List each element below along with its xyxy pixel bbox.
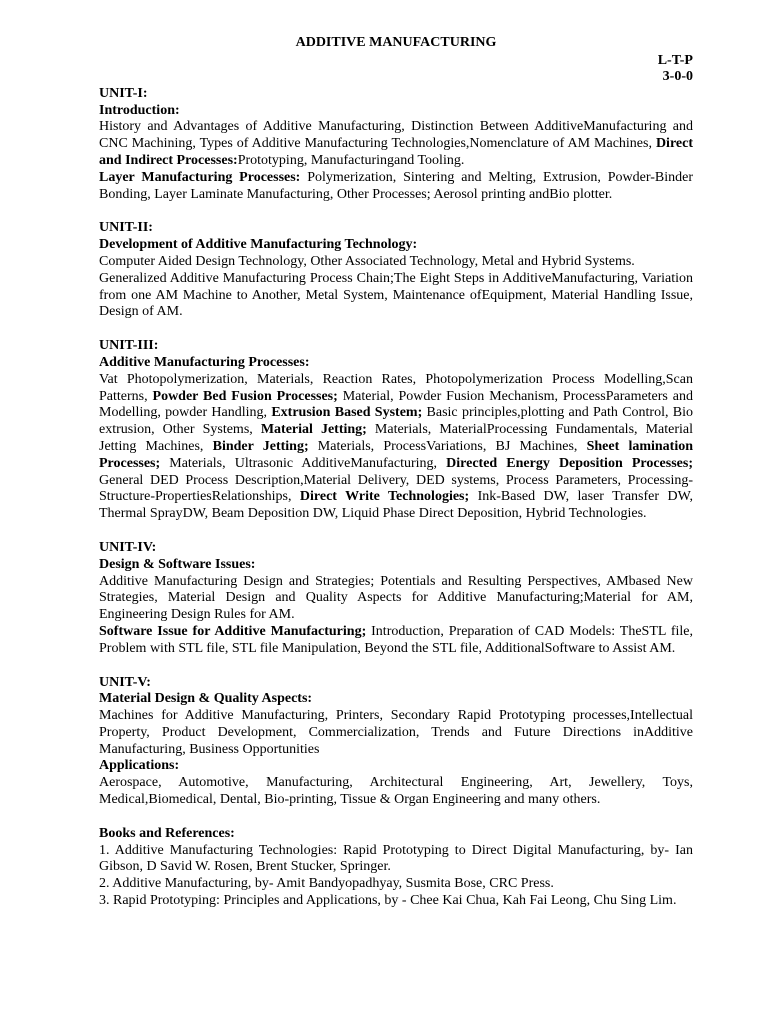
reference-item: 1. Additive Manufacturing Technologies: Rapid Prototyping to Direct Digital Manufacturing, by- Ian Gibson, D Savid W. Rosen, Brent Stucker, Springer.	[99, 842, 693, 875]
syllabus-page	[99, 35, 693, 910]
bold-topic-text: Extrusion Based System;	[271, 405, 423, 421]
topic-text: Aerospace, Automotive, Manufacturing, Architectural Engineering, Art, Jewellery, Toys, Medical,Biomedical, Dental, Bio-printing, Tissue & Organ Engineering and many others.	[99, 775, 693, 808]
topic-heading: Additive Manufacturing Processes:	[99, 354, 310, 370]
topic-heading: Development of Additive Manufacturing Technology:	[99, 237, 418, 253]
unit-section	[99, 86, 693, 204]
topic-heading: Design & Software Issues:	[99, 556, 256, 572]
topic-text: Machines for Additive Manufacturing, Printers, Secondary Rapid Prototyping processes,Intellectual Property, Product Development, Commercialization, Trends and Future Directions inAdditive Manufacturing, Business Opportunities	[99, 708, 693, 757]
topic-text: Introduction, Preparation of CAD Models: TheSTL file, Problem with STL file, STL file Manipulation, Beyond the STL file, AdditionalSoftware to Assist AM.	[99, 623, 693, 656]
bold-topic-text: Direct and Indirect Processes:	[99, 136, 693, 168]
unit-section	[99, 220, 693, 321]
page-title: ADDITIVE MANUFACTURING	[295, 35, 497, 50]
topic-paragraph	[99, 775, 693, 809]
topic-paragraph	[99, 254, 693, 271]
topic-text: History and Advantages of Additive Manufacturing, Distinction Between AdditiveManufacturing and CNC Machining, Types of Additive Manufacturing Technologies,Nomenclature of AM Machines,	[99, 119, 693, 152]
references-section	[99, 826, 693, 910]
unit-section	[99, 675, 693, 809]
topic-paragraph	[99, 372, 693, 523]
topic-text: Material, Powder Fusion Mechanism, ProcessParameters and Modelling, powder Handling,	[99, 388, 693, 421]
topic-paragraph	[99, 708, 693, 758]
topic-text: Materials, Ultrasonic AdditiveManufacturing,	[160, 455, 447, 471]
topic-paragraph	[99, 271, 693, 321]
topic-heading: Applications:	[99, 758, 180, 774]
topic-text: Generalized Additive Manufacturing Process Chain;The Eight Steps in AdditiveManufacturing, Variation from one AM Machine to Another, Metal System, Maintenance ofEquipment, Material Handling Issue, Design of AM.	[99, 270, 693, 320]
topic-text: Computer Aided Design Technology, Other Associated Technology, Metal and Hybrid Systems.	[99, 253, 635, 269]
ltp-label: L-T-P	[657, 52, 693, 68]
topic-heading: Introduction:	[99, 102, 180, 118]
reference-item: 2. Additive Manufacturing, by- Amit Bandyopadhyay, Susmita Bose, CRC Press.	[99, 876, 554, 892]
topic-text: Basic principles,plotting and Path Control, Bio extrusion, Other Systems,	[99, 405, 693, 438]
unit-section	[99, 338, 693, 523]
topic-paragraph	[99, 624, 693, 658]
unit-heading: UNIT-III:	[99, 338, 159, 354]
topic-text: Polymerization, Sintering and Melting, Extrusion, Powder-Binder Bonding, Layer Laminate Manufacturing, Other Processes; Aerosol printing andBio plotter.	[99, 169, 693, 202]
bold-topic-text: Layer Manufacturing Processes:	[99, 169, 301, 185]
bold-topic-text: Material Jetting;	[260, 422, 367, 438]
reference-item: 3. Rapid Prototyping: Principles and Applications, by - Chee Kai Chua, Kah Fai Leong, Chu Sing Lim.	[99, 893, 677, 909]
topic-heading: Material Design & Quality Aspects:	[99, 691, 313, 707]
ltp-value: 3-0-0	[662, 69, 693, 85]
topic-text: Vat Photopolymerization, Materials, Reaction Rates, Photopolymerization Process Modelling,Scan Patterns,	[99, 371, 693, 404]
topic-text: Ink-Based DW, laser Transfer DW, Thermal SprayDW, Beam Deposition DW, Liquid Phase Direct Deposition, Hybrid Technologies.	[99, 489, 693, 522]
topic-text: Materials, MaterialProcessing Fundamentals, Material Jetting Machines,	[99, 422, 693, 454]
bold-topic-text: Binder Jetting;	[212, 438, 309, 454]
topic-paragraph	[99, 119, 693, 169]
unit-heading: UNIT-IV:	[99, 539, 157, 555]
unit-heading: UNIT-V:	[99, 674, 151, 690]
units-container	[99, 86, 693, 809]
topic-text: Materials, ProcessVariations, BJ Machines,	[308, 438, 587, 454]
references-list	[99, 843, 693, 910]
bold-topic-text: Powder Bed Fusion Processes;	[152, 388, 338, 404]
topic-text: Additive Manufacturing Design and Strategies; Potentials and Resulting Perspectives, AMbased New Strategies, Material Design and Quality Aspects for Additive Manufacturing;Material for AM, Engineering Design Rules for AM.	[99, 573, 693, 623]
topic-paragraph	[99, 170, 693, 204]
topic-text: Prototyping, Manufacturingand Tooling.	[237, 152, 465, 168]
ltp-block	[99, 53, 693, 86]
bold-topic-text: Directed Energy Deposition Processes;	[446, 455, 693, 471]
unit-heading: UNIT-I:	[99, 85, 148, 101]
unit-heading: UNIT-II:	[99, 220, 153, 236]
topic-text: General DED Process Description,Material Delivery, DED systems, Process Parameters, Processing-Structure-PropertiesRelationships,	[99, 472, 693, 505]
topic-paragraph	[99, 574, 693, 624]
bold-topic-text: Software Issue for Additive Manufacturing;	[99, 623, 367, 639]
bold-topic-text: Direct Write Technologies;	[299, 489, 470, 505]
bold-topic-text: Sheet lamination Processes;	[99, 438, 694, 471]
unit-section	[99, 540, 693, 658]
references-heading: Books and References:	[99, 825, 235, 841]
